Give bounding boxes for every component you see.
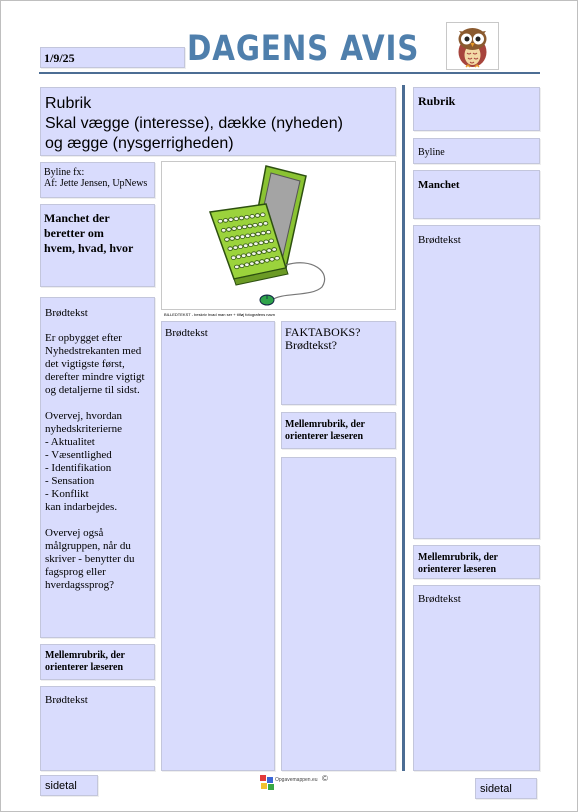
headline-box <box>40 87 396 156</box>
manchet-box <box>40 204 155 287</box>
faktaboks-box <box>281 321 396 405</box>
left-subheading-line-2: orienterer læseren <box>45 662 124 673</box>
faktaboks-line-1: FAKTABOKS? <box>285 325 361 339</box>
photo-caption: BILLEDTEKST - beskriv hvad man ser + tilføj fotografens navn <box>164 312 275 317</box>
left-subheading-box <box>40 644 155 680</box>
footer-credit-text: Opgavemappen.eu <box>275 777 318 783</box>
middle-body-title: Brødtekst <box>165 327 208 339</box>
right-subheading-line-2: orienterer læseren <box>418 564 497 575</box>
byline-line-2: Af: Jette Jensen, UpNews <box>44 178 148 189</box>
fact-subheading-box <box>281 412 396 449</box>
owl-icon <box>446 22 499 70</box>
newspaper-title: DAGENS AVIS <box>187 29 420 69</box>
manchet-line-3: hvem, hvad, hvor <box>44 241 134 255</box>
right-body-title: Brødtekst <box>418 234 461 246</box>
left-body-title: Brødtekst <box>45 307 88 319</box>
right-subheading-box <box>413 545 540 579</box>
right-page-number-box <box>475 778 537 799</box>
footer-credit <box>259 772 339 792</box>
photo-frame <box>161 161 396 317</box>
byline-box <box>40 162 155 198</box>
right-rubrik-label: Rubrik <box>418 94 456 108</box>
fact-subheading-line-1: Mellemrubrik, der <box>285 419 365 430</box>
right-manchet-box <box>413 170 540 219</box>
manchet-line-1: Manchet der <box>44 211 110 225</box>
laptop-illustration <box>162 162 395 309</box>
headline-line-2: og ægge (nysgerrigheden) <box>45 135 234 152</box>
middle-body-box <box>161 321 275 771</box>
left-body-box <box>40 297 155 638</box>
right-rubrik-box <box>413 87 540 131</box>
left-body2-title: Brødtekst <box>45 694 88 706</box>
faktaboks-line-2: Brødtekst? <box>285 338 337 352</box>
manchet-line-2: beretter om <box>44 226 104 240</box>
date-box <box>40 47 185 68</box>
fact-body-box <box>281 457 396 771</box>
right-body-box <box>413 225 540 539</box>
right-page-number: sidetal <box>480 783 512 795</box>
right-body2-title: Brødtekst <box>418 593 461 605</box>
left-page-number: sidetal <box>45 780 77 792</box>
puzzle-logo-icon <box>259 774 275 792</box>
headline-label: Rubrik <box>45 95 92 112</box>
left-subheading-line-1: Mellemrubrik, der <box>45 650 125 661</box>
right-subheading-line-1: Mellemrubrik, der <box>418 552 498 563</box>
column-divider-rule <box>402 85 405 771</box>
left-body-text: Er opbygget efter Nyhedstrekanten med det vigtigste først, derefter mindre vigtigt og detaljerne til sidst. Overvej, hvordan nyhedskriterierne - Aktualitet - Væsentlighed - Identifikation - Sensation - Konflikt kan indarbejdes. Overvej også målgruppen, når du skriver - benytter du fagsprog eller hverdagssprog? <box>45 332 145 591</box>
copyright-icon: © <box>322 774 328 783</box>
right-byline-box <box>413 138 540 164</box>
header-rule <box>39 72 540 74</box>
fact-subheading-line-2: orienterer læseren <box>285 431 364 442</box>
byline-line-1: Byline fx: <box>44 167 85 178</box>
headline-line-1: Skal vægge (interesse), dække (nyheden) <box>45 115 343 132</box>
left-page-number-box <box>40 775 98 796</box>
right-manchet-label: Manchet <box>418 179 460 191</box>
date-label: 1/9/25 <box>44 51 75 65</box>
right-byline-label: Byline <box>418 147 445 158</box>
left-body2-box <box>40 686 155 771</box>
right-body2-box <box>413 585 540 771</box>
